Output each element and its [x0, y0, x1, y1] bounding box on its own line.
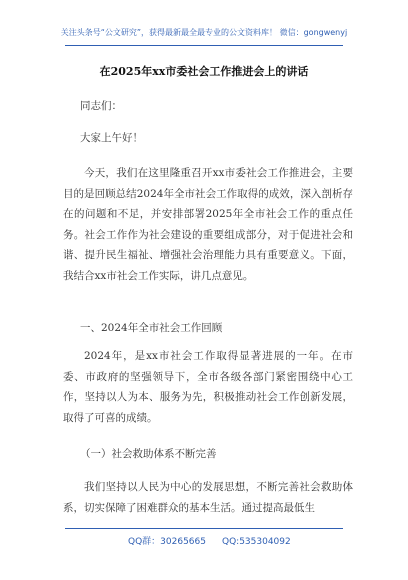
header-divider: [65, 45, 343, 46]
footer-divider: [65, 528, 343, 529]
subsection-heading-assistance: （一）社会救助体系不断完善: [80, 448, 217, 460]
footer: [0, 535, 408, 549]
header-banner: 关注头条号“公文研究”，获得最新最全最专业的公文资料库！ 微信：gongwenyj: [60, 28, 348, 37]
greeting: 大家上午好！: [80, 132, 143, 144]
paragraph-intro: 今天，我们在这里隆重召开xx市委社会工作推进会，主要目的是回顾总结2024年全市社会工作取得的成效，深入剖析存在的问题和不足，并安排部署2025年全市社会工作的重点任务。社会工作作为社会建设的重要组成部分，对于促进社会和谐、提升民生福祉、增强社会治理能力具有重要意义。下面，我结合xx市社会工作实际，讲几点意见。: [63, 167, 353, 282]
document-title: 在2025年xx市委社会工作推进会上的讲话: [99, 65, 309, 78]
footer-qq-group: QQ群：30265665: [128, 537, 206, 547]
salutation: 同志们：: [80, 100, 122, 112]
section-heading-review: 一、2024年全市社会工作回顾: [80, 322, 223, 334]
paragraph-review: 2024年，是xx市社会工作取得显著进展的一年。在市委、市政府的坚强领导下，全市各级各部门紧密围绕中心工作，坚持以人为本、服务为先，积极推动社会工作创新发展，取得了可喜的成绩。: [63, 350, 353, 424]
paragraph-assistance: 我们坚持以人民为中心的发展思想，不断完善社会救助体系，切实保障了困难群众的基本生活。通过提高最低生: [63, 481, 353, 514]
footer-qq-contact: QQ:535304092: [222, 537, 291, 547]
